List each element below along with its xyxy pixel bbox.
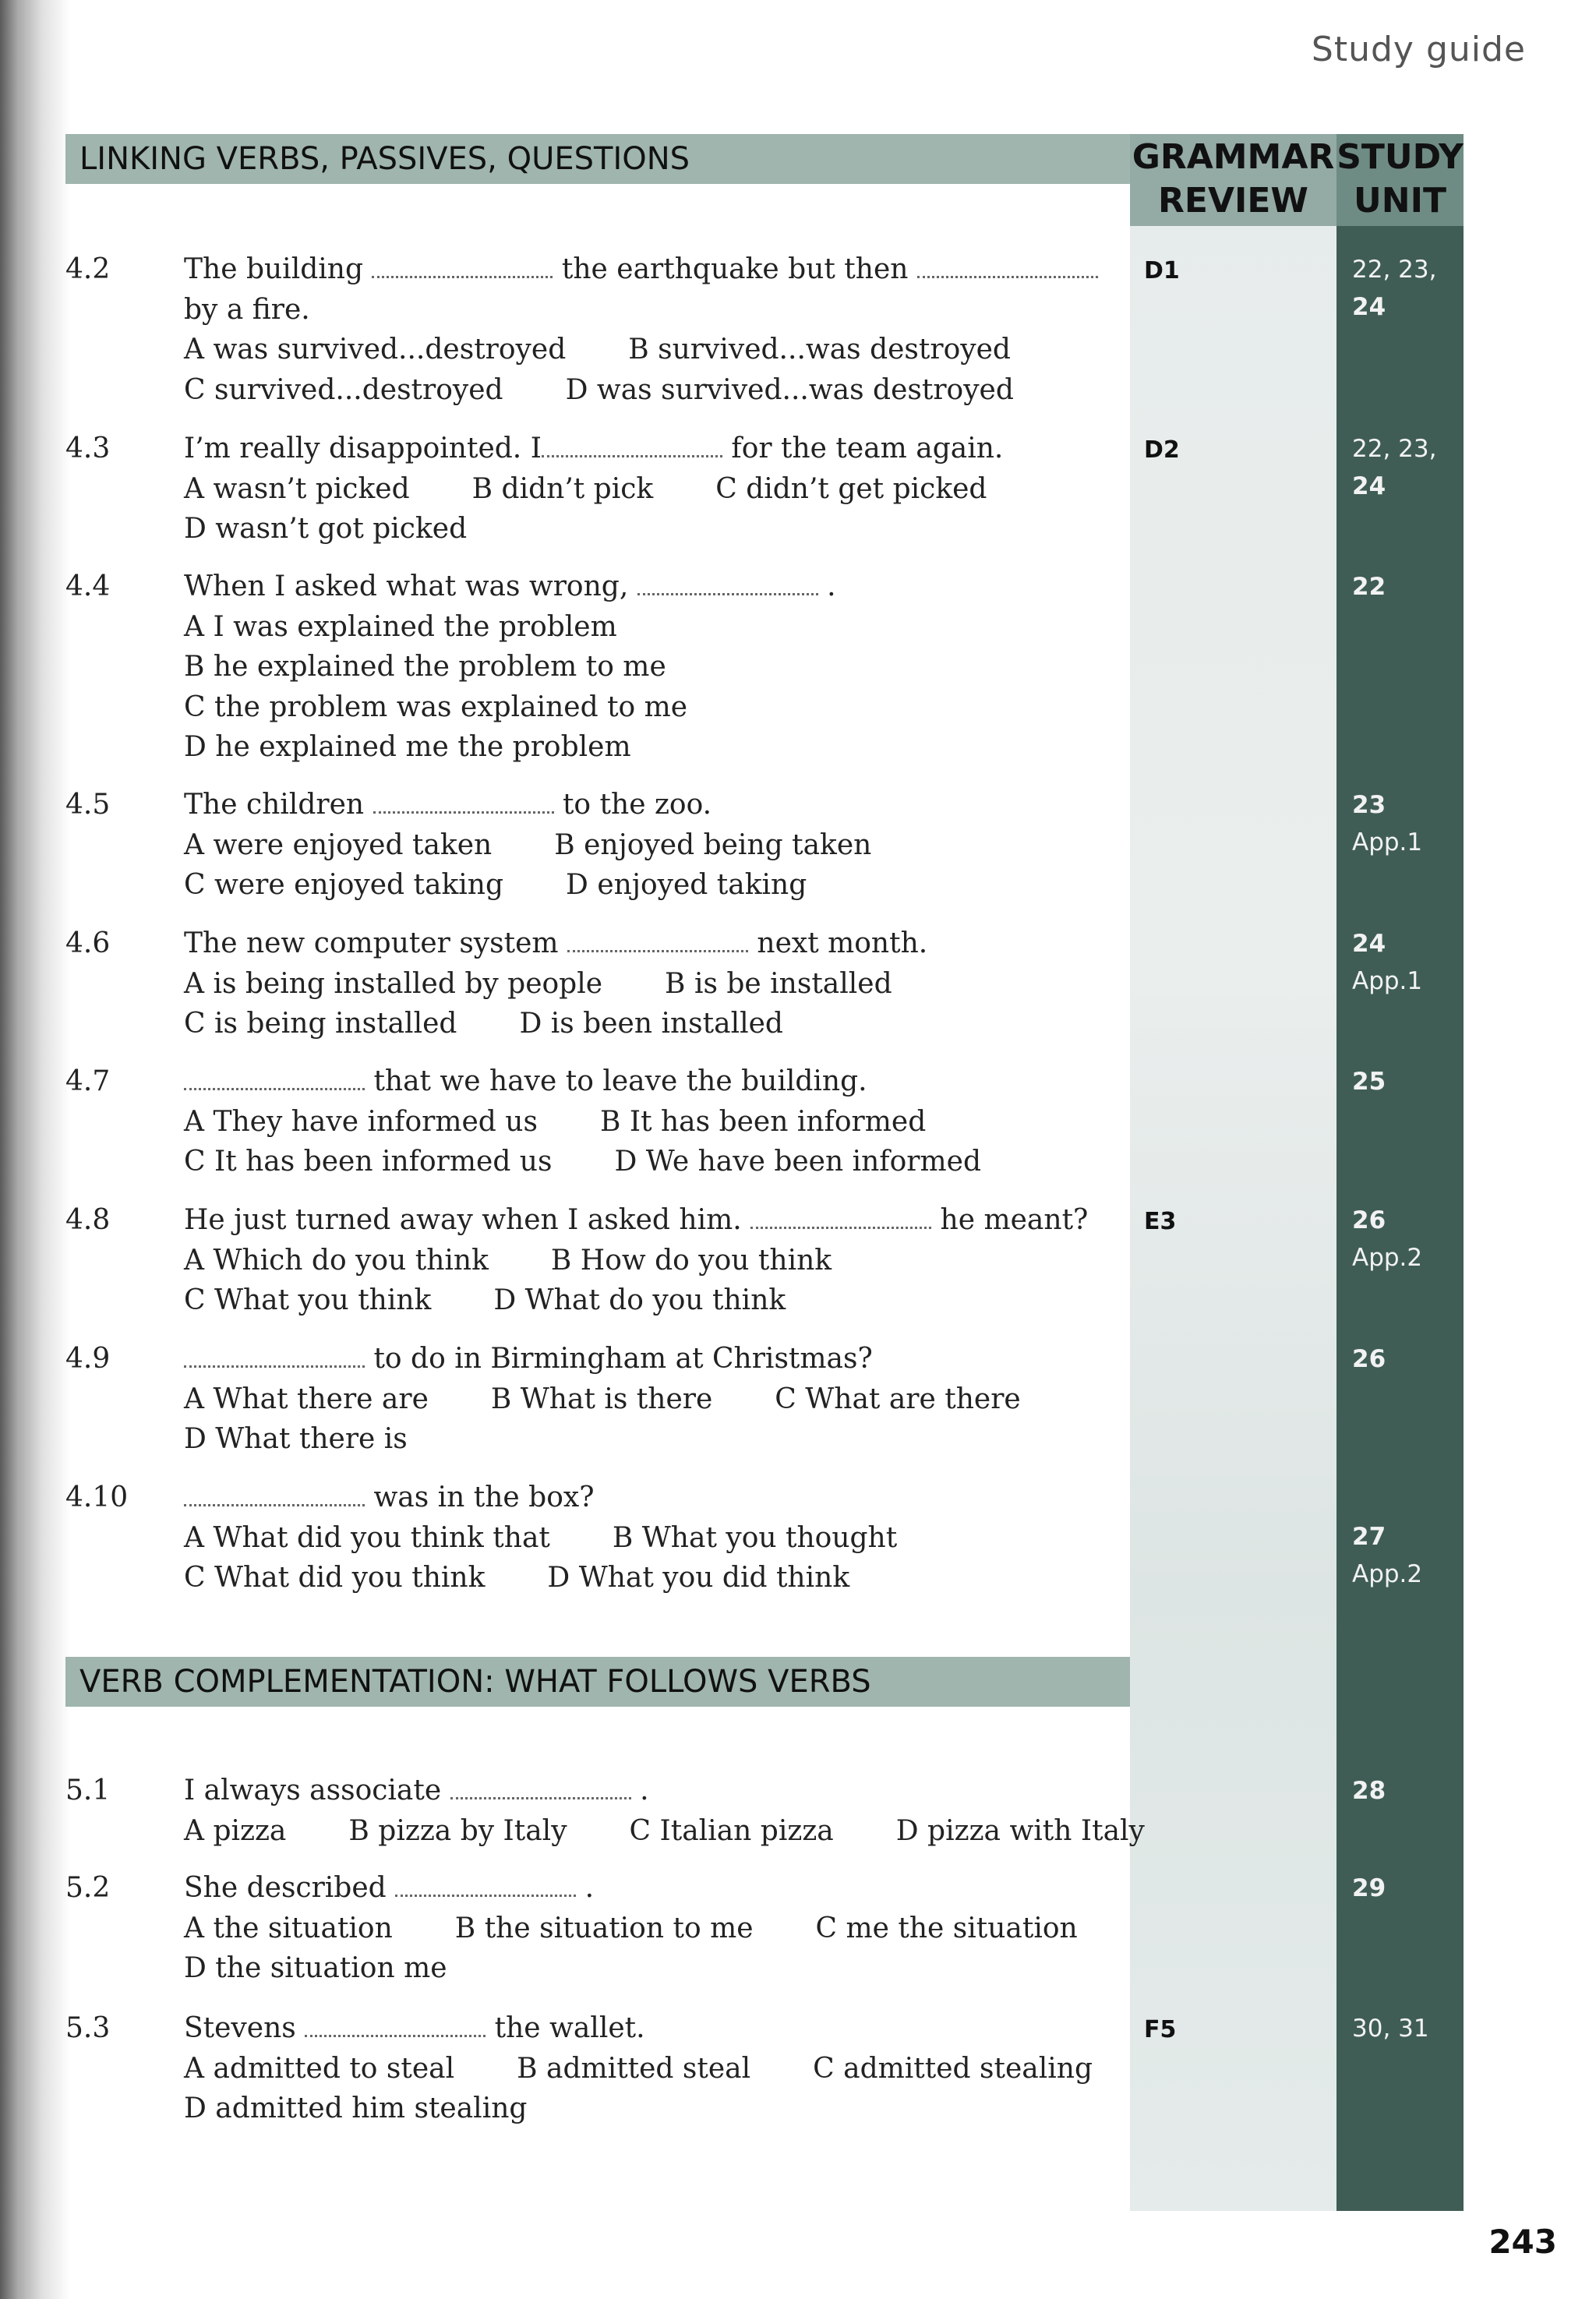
answer-blank <box>372 259 553 278</box>
question-number: 5.1 <box>65 1775 111 1806</box>
question-body <box>184 2008 1127 2129</box>
question-body <box>184 1061 1127 1182</box>
answer-option: C It has been informed us <box>184 1146 553 1178</box>
question-number: 4.5 <box>65 789 111 821</box>
study-unit-ref <box>1352 1772 1386 1810</box>
answer-option: C What did you think <box>184 1562 486 1594</box>
section-heading: LINKING VERBS, PASSIVES, QUESTIONS <box>65 134 1130 184</box>
question-number: 4.4 <box>65 570 111 602</box>
study-unit-ref <box>1352 1063 1386 1100</box>
grammar-review-heading <box>1130 136 1336 223</box>
study-unit-ref <box>1352 1340 1386 1378</box>
answer-option: C is being installed <box>184 1008 457 1040</box>
answer-option: C Italian pizza <box>629 1814 834 1847</box>
question-stem <box>184 1339 1127 1379</box>
answer-options <box>184 509 1127 549</box>
answer-options <box>184 964 1127 1005</box>
answer-option: D he explained me the problem <box>184 731 631 763</box>
question-text: to do in Birmingham at Christmas? <box>365 1343 873 1375</box>
answer-blank <box>637 576 818 595</box>
question-text: next month. <box>747 927 928 959</box>
question-text: He just turned away when I asked him. <box>184 1204 751 1236</box>
answer-option: B enjoyed being taken <box>554 828 872 861</box>
answer-blank <box>395 1877 576 1897</box>
answer-blank <box>373 794 554 814</box>
answer-option: B pizza by Italy <box>348 1814 567 1847</box>
question-text: When I asked what was wrong, <box>184 570 637 602</box>
study-unit-value: 29 <box>1352 1874 1386 1902</box>
grammar-review-ref: F5 <box>1144 2016 1177 2043</box>
answer-options <box>184 330 1127 370</box>
answer-options <box>184 647 1127 687</box>
question-text: was in the box? <box>365 1481 595 1513</box>
answer-options <box>184 1241 1127 1281</box>
question-text: to the zoo. <box>553 789 712 821</box>
question-text: The children <box>184 789 373 821</box>
answer-blank <box>450 1780 631 1799</box>
study-unit-ref <box>1352 786 1422 861</box>
question-text: I always associate <box>184 1775 450 1806</box>
answer-options <box>184 2049 1127 2089</box>
study-unit-value: 23 <box>1352 791 1386 819</box>
study-unit-heading <box>1336 136 1464 223</box>
question-text: the earthquake but then <box>553 253 917 285</box>
answer-options <box>184 1142 1127 1182</box>
answer-option: C me the situation <box>815 1912 1078 1944</box>
study-unit-ref <box>1352 1870 1386 1907</box>
question-body <box>184 1478 1127 1598</box>
answer-blank <box>750 1210 931 1229</box>
answer-option: B survived...was destroyed <box>628 334 1011 366</box>
answer-option: A Which do you think <box>184 1244 489 1277</box>
question-body <box>184 785 1127 906</box>
answer-option: D the situation me <box>184 1952 447 1984</box>
answer-option: D is been installed <box>519 1008 783 1040</box>
question-number: 4.6 <box>65 927 111 959</box>
answer-option: B is be installed <box>665 967 892 1000</box>
question-stem <box>184 2008 1127 2049</box>
question-text: The building <box>184 253 373 285</box>
study-unit-value: App.1 <box>1352 967 1423 995</box>
running-head: Study guide <box>1311 30 1526 69</box>
answer-blank <box>184 1071 365 1090</box>
study-unit-value: 24 <box>1352 472 1386 500</box>
answer-option: D pizza with Italy <box>895 1814 1145 1847</box>
answer-option: A the situation <box>184 1912 393 1944</box>
question-stem <box>184 1478 1127 1518</box>
question-text: I’m really disappointed. I <box>184 433 542 464</box>
answer-options <box>184 2089 1127 2129</box>
answer-option: C the problem was explained to me <box>184 690 688 723</box>
answer-options <box>184 1419 1127 1460</box>
answer-option: A They have informed us <box>184 1105 538 1138</box>
question-text: that we have to leave the building. <box>365 1065 867 1097</box>
study-unit-value: 24 <box>1352 293 1386 321</box>
question-stem <box>184 923 1127 964</box>
answer-option: B the situation to me <box>454 1912 754 1944</box>
answer-option: C What you think <box>184 1284 432 1316</box>
grammar-review-ref: E3 <box>1144 1208 1177 1235</box>
question-body <box>184 429 1127 549</box>
answer-option: B What you thought <box>612 1521 898 1554</box>
study-unit-ref <box>1352 1518 1422 1593</box>
study-unit-value: App.2 <box>1352 1560 1423 1588</box>
book-binding-shadow <box>0 0 70 2299</box>
question-text: . <box>576 1872 595 1904</box>
study-unit-value: 22 <box>1352 573 1386 601</box>
answer-blank <box>917 259 1098 278</box>
study-unit-value: 25 <box>1352 1068 1386 1096</box>
answer-options <box>184 727 1127 768</box>
answer-option: C survived...destroyed <box>184 373 503 406</box>
answer-options <box>184 1102 1127 1142</box>
answer-option: D What there is <box>184 1423 408 1455</box>
section-heading: VERB COMPLEMENTATION: WHAT FOLLOWS VERBS <box>65 1657 1130 1707</box>
answer-option: B didn’t pick <box>471 472 654 505</box>
study-unit-value: 26 <box>1352 1206 1386 1234</box>
question-text: he meant? <box>931 1204 1089 1236</box>
question-number: 4.3 <box>65 433 111 464</box>
answer-option: D What do you think <box>493 1284 786 1316</box>
question-text: Stevens <box>184 2012 305 2044</box>
answer-blank <box>305 2018 486 2037</box>
study-unit-value: 28 <box>1352 1777 1386 1805</box>
answer-option: A admitted to steal <box>184 2052 455 2085</box>
study-unit-value: App.1 <box>1352 828 1423 856</box>
page-number: 243 <box>1488 2223 1557 2261</box>
answer-blank <box>567 933 748 952</box>
study-unit-ref <box>1352 568 1386 606</box>
answer-options <box>184 1811 1145 1852</box>
study-unit-ref <box>1352 251 1436 326</box>
question-number: 4.10 <box>65 1481 129 1513</box>
question-number: 5.3 <box>65 2012 111 2044</box>
study-unit-heading-line2: UNIT <box>1354 181 1446 221</box>
question-number: 5.2 <box>65 1872 111 1904</box>
study-unit-value: 22, 23, <box>1352 256 1437 284</box>
question-text: The new computer system <box>184 927 567 959</box>
question-stem <box>184 567 1127 607</box>
question-text: by a fire. <box>184 293 310 326</box>
study-unit-value: 24 <box>1352 930 1386 958</box>
answer-options <box>184 1379 1127 1420</box>
question-body <box>184 249 1127 410</box>
question-text: . <box>817 570 836 602</box>
answer-option: A What there are <box>184 1383 429 1415</box>
study-unit-value: 27 <box>1352 1523 1386 1551</box>
answer-option: C admitted stealing <box>813 2052 1093 2085</box>
question-stem <box>184 1061 1127 1102</box>
answer-options <box>184 290 1127 330</box>
answer-option: A is being installed by people <box>184 967 603 1000</box>
answer-option: C What are there <box>775 1383 1021 1415</box>
question-body <box>184 567 1127 768</box>
answer-option: A were enjoyed taken <box>184 828 493 861</box>
answer-option: D enjoyed taking <box>566 869 807 901</box>
answer-option: B How do you think <box>550 1244 832 1277</box>
answer-options <box>184 825 1127 866</box>
answer-option: A I was explained the problem <box>184 610 617 643</box>
study-unit-ref <box>1352 925 1422 1000</box>
answer-options <box>184 1558 1127 1598</box>
question-stem <box>184 785 1127 825</box>
question-stem <box>184 1771 1127 1811</box>
question-number: 4.8 <box>65 1204 111 1236</box>
grammar-review-heading-line2: REVIEW <box>1158 181 1308 221</box>
answer-options <box>184 607 1127 648</box>
question-body <box>184 1771 1145 1851</box>
study-unit-value: 22, 23, <box>1352 435 1437 463</box>
question-body <box>184 1339 1127 1460</box>
answer-option: D What you did think <box>547 1562 850 1594</box>
answer-option: C didn’t get picked <box>715 472 987 505</box>
answer-option: B What is there <box>490 1383 713 1415</box>
study-unit-value: 26 <box>1352 1345 1386 1373</box>
answer-options <box>184 687 1127 728</box>
study-unit-heading-line1: STUDY <box>1336 137 1464 177</box>
study-unit-ref <box>1352 2010 1429 2047</box>
question-body <box>184 1200 1127 1321</box>
study-unit-value: 30, 31 <box>1352 2015 1429 2043</box>
question-text: for the team again. <box>722 433 1004 464</box>
answer-option: B he explained the problem to me <box>184 651 666 683</box>
question-stem <box>184 1200 1127 1241</box>
answer-blank <box>184 1487 365 1506</box>
answer-options <box>184 1004 1127 1044</box>
question-number: 4.9 <box>65 1343 111 1375</box>
question-number: 4.2 <box>65 253 111 285</box>
answer-option: B admitted steal <box>517 2052 751 2085</box>
answer-option: D was survived...was destroyed <box>565 373 1014 406</box>
answer-option: C were enjoyed taking <box>184 869 504 901</box>
question-stem <box>184 1868 1127 1909</box>
question-text: the wallet. <box>486 2012 645 2044</box>
answer-option: D We have been informed <box>614 1146 981 1178</box>
question-stem <box>184 429 1127 469</box>
question-number: 4.7 <box>65 1065 111 1097</box>
answer-options <box>184 1280 1127 1321</box>
study-unit-ref <box>1352 430 1436 505</box>
answer-blank <box>184 1348 365 1368</box>
grammar-review-ref: D1 <box>1144 257 1180 284</box>
answer-options <box>184 1948 1127 1989</box>
question-text: She described <box>184 1872 396 1904</box>
study-unit-ref <box>1352 1202 1422 1277</box>
answer-option: A wasn’t picked <box>184 472 410 505</box>
answer-option: D wasn’t got picked <box>184 513 468 545</box>
answer-option: A What did you think that <box>184 1521 550 1554</box>
question-stem <box>184 249 1127 290</box>
answer-option: A pizza <box>184 1814 287 1847</box>
question-body <box>184 1868 1127 1989</box>
answer-options <box>184 469 1127 510</box>
question-body <box>184 923 1127 1044</box>
grammar-review-ref: D2 <box>1144 436 1180 464</box>
answer-option: B It has been informed <box>599 1105 927 1138</box>
answer-options <box>184 1909 1127 1949</box>
answer-option: A was survived...destroyed <box>184 334 567 366</box>
study-unit-value: App.2 <box>1352 1244 1423 1272</box>
question-text: . <box>630 1775 649 1806</box>
answer-options <box>184 865 1127 906</box>
grammar-review-heading-line1: GRAMMAR <box>1132 137 1335 177</box>
answer-option: D admitted him stealing <box>184 2092 528 2124</box>
answer-blank <box>542 438 722 457</box>
answer-options <box>184 1518 1127 1559</box>
answer-options <box>184 370 1127 411</box>
